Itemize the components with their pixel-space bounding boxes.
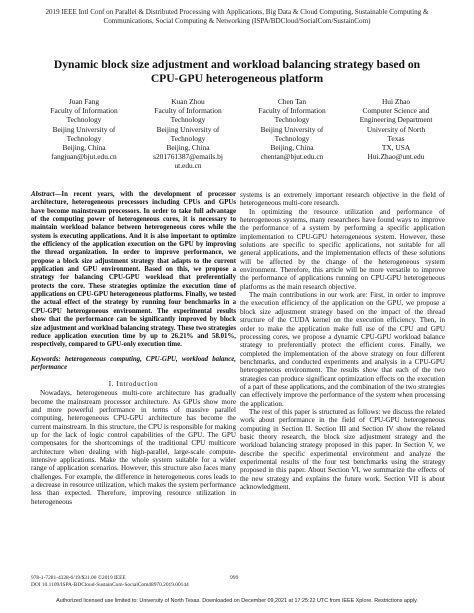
isbn-line: 978-1-7281-4328-6/19/$31.00 ©2019 IEEE bbox=[31, 575, 126, 581]
author-location: TX, USA bbox=[381, 143, 411, 153]
doi-line: DOI 10.1109/ISPA-BDCloud-SustainCom-SocialCom48970.2019.00144 bbox=[31, 581, 189, 588]
left-column bbox=[31, 191, 236, 506]
author-affiliation-line: Faculty of Information bbox=[258, 106, 326, 116]
author-affiliation-line: Beijing University of bbox=[156, 124, 220, 134]
author-affiliation-line: Computer Science and bbox=[362, 106, 430, 116]
author-affiliation-line: Beijing University of bbox=[260, 124, 324, 134]
body-paragraph: The rest of this paper is structured as follows: we discuss the related work about performance in the field of CPU-GPU heterogeneous computing in Section II. Section III and Section IV show the related basic theory research, the block size adjustment strategy and the workload balancing strategy proposed in this paper. In Section V, we describe the specific experimental environment and analyze the experimental results of the four test benchmarks using the strategy proposed in this paper. About Section VI, we summarize the effects of the new strategy and explains the future work. Section VII is about acknowledgment. bbox=[240, 407, 445, 492]
author-affiliation-line: Technology bbox=[274, 115, 310, 125]
section-heading-introduction: I. Introduction bbox=[108, 380, 159, 389]
author-email: fangjuan@bjut.edu.cn bbox=[51, 152, 117, 162]
author-hui-zhao bbox=[342, 97, 450, 161]
right-column bbox=[240, 191, 445, 491]
author-name: Juan Fang bbox=[68, 97, 100, 106]
author-email-continued: ut.edu.cn bbox=[174, 161, 202, 171]
author-affiliation-line: Technology bbox=[170, 115, 206, 125]
body-paragraph: In optimizing the resource utilization and performance of heterogeneous systems, many researchers have found ways to improve the performance of a system by performing a specific application implementation to CPU-GPU heterogeneous system. However, these solutions are specific to specific applications, not suitable for all general applications, and the implementation effects of these solutions will be affected by the change of the heterogeneous system environment. Therefore, this article will be more versatile to improve the performance of applications running on CPU-GPU heterogeneous platforms as the main research objective. bbox=[240, 207, 445, 291]
author-email: Hui.Zhao@unt.edu bbox=[367, 152, 425, 162]
license-notice: Authorized licensed use limited to: University of North Texas. Downloaded on December 09,2021 at 17:25:22 UTC from IEEE Xplore. Restrictions apply. bbox=[56, 598, 418, 604]
author-chen-tan bbox=[238, 97, 346, 161]
author-affiliation-line: Technology bbox=[66, 133, 102, 143]
author-affiliation-line: Technology bbox=[66, 115, 102, 125]
author-name: Kuan Zhou bbox=[171, 97, 205, 106]
author-email: s201761387@emails.bj bbox=[153, 152, 223, 162]
author-juan-fang bbox=[30, 97, 138, 161]
author-affiliation-line: University of North bbox=[366, 124, 426, 134]
body-paragraph: systems is an extremely important research objective in the field of heterogeneous multi-core research. bbox=[240, 191, 445, 208]
keywords-text: heterogeneous computing, CPU-GPU, workload balance, performance bbox=[31, 355, 236, 371]
author-affiliation-line: Beijing University of bbox=[52, 124, 116, 134]
abstract-label: Abstract bbox=[31, 191, 55, 198]
author-affiliation-line: Faculty of Information bbox=[50, 106, 118, 116]
keywords bbox=[31, 356, 236, 373]
author-location: Beijing, China bbox=[62, 143, 106, 153]
author-affiliation-line: Technology bbox=[274, 133, 310, 143]
conference-header: 2019 IEEE Intl Conf on Parallel & Distributed Processing with Applications, Big Data & Cloud Computing, Sustainable Computing & Communications, Social Computing & Networking (ISPA/BDCloud/SocialCom/SustainCom) bbox=[45, 8, 429, 25]
author-affiliation-line: Texas bbox=[387, 133, 405, 143]
author-location: Beijing, China bbox=[270, 143, 314, 153]
author-kuan-zhou bbox=[134, 97, 242, 171]
page-number: 999 bbox=[230, 575, 239, 581]
author-name: Hui Zhao bbox=[381, 97, 411, 106]
author-email: chentan@bjut.edu.cn bbox=[260, 152, 324, 162]
author-affiliation-line: Faculty of Information bbox=[154, 106, 222, 116]
author-name: Chen Tan bbox=[277, 97, 307, 106]
author-affiliation-line: Engineering Department bbox=[359, 115, 433, 125]
abstract bbox=[31, 191, 236, 350]
author-affiliation-line: Technology bbox=[170, 133, 206, 143]
body-paragraph: The main contributions in our work are: First, in order to improve the execution efficiency of the application on the GPU, we propose a block size adjustment strategy based on the impact of the thread structure of the CUDA kernel on the execution efficiency. Then, in order to make the application make full use of the CPU and GPU processing cores, we propose a dynamic CPU-GPU workload balance strategy to preferentially protect the efficient cores. Finally, we completed the implementation of the above strategy on four different benchmarks, and conducted experiments and analysis in a CPU-GPU heterogeneous environment. The results show that each of the two strategies can produce significant optimization effects on the execution of a part of these applications, and the combination of the two strategies can effectively improve the performance of the system when processing the application. bbox=[240, 291, 445, 408]
author-location: Beijing, China bbox=[166, 143, 210, 153]
body-paragraph: Nowadays, heterogeneous multi-core architecture has gradually become the mainstream processor architecture. As GPUs show more and more powerful performance in terms of massive parallel computing, heterogeneous CPU-GPU architecture has become the current mainstream. In this structure, the CPU is responsible for making up for the lack of logic control capabilities of the GPU. The GPU compensates for the shortcomings of the traditional CPU multicore architecture when dealing with high-parallel, large-scale compute-intensive applications. Make the whole system suitable for a wider range of application scenarios. However, this structure also faces many challenges. For example, the difference in heterogeneous cores leads to a decrease in resource utilization, which makes the system performance less than expected. Therefore, improving resource utilization in heterogeneous bbox=[31, 389, 236, 506]
abstract-text: —In recent years, with the development of processor architecture, heterogeneous processors including CPUs and GPUs have become mainstream processors. In order to take full advantage of the computing power of heterogeneous cores, it is necessary to maintain workload balance between heterogeneous cores while the system is executing applications. And it is also important to optimize the efficiency of the application execution on the GPU by improving the thread organization. In order to improve performance, we propose a block size adjustment strategy that adapts to the current application and GPU environment. Based on this, we propose a strategy for balancing CPU-GPU workload that preferentially protects the core. These strategies optimize the execution time of applications on CPU-GPU heterogeneous platforms. Finally, we tested the actual effect of the strategy by running four benchmarks in a CPU-GPU heterogeneous environment. The experimental results show that the performance can be significantly improved by block size adjustment and workload balancing strategy. These two strategies reduce application execution time by up to 26.21% and 58.01%, respectively, compared to GPU-only execution time. bbox=[31, 191, 236, 349]
paper-title: Dynamic block size adjustment and workload balancing strategy based on CPU-GPU heterogeneous platform bbox=[53, 58, 421, 85]
keywords-label: Keywords: bbox=[31, 355, 61, 363]
